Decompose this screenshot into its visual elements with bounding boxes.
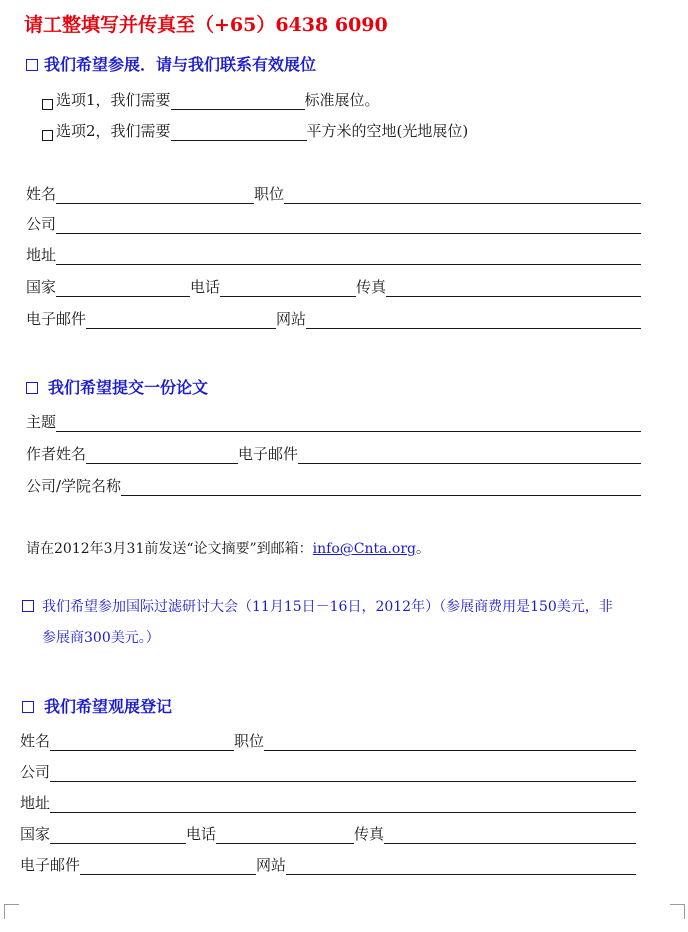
conference-line2: 参展商300美元。） bbox=[42, 630, 160, 646]
contact1-name-row bbox=[26, 182, 641, 204]
website-field[interactable] bbox=[306, 310, 641, 329]
contact1-email-row bbox=[26, 307, 641, 329]
option2-suffix: 平方米的空地(光地展位) bbox=[306, 122, 469, 140]
visit-country-label: 国家 bbox=[20, 825, 51, 843]
paper-email-field[interactable] bbox=[298, 445, 641, 464]
booth-option2-row bbox=[42, 119, 468, 141]
visit-checkbox[interactable] bbox=[22, 701, 34, 713]
paper-subject-row bbox=[26, 410, 641, 432]
contact1-address-row bbox=[26, 243, 641, 265]
visit-company-label: 公司 bbox=[20, 763, 51, 781]
visit-name-row bbox=[20, 729, 636, 751]
contact1-country-row bbox=[26, 275, 641, 297]
visit-website-field[interactable] bbox=[286, 856, 636, 875]
paper-institution-row bbox=[26, 474, 641, 496]
visit-address-row bbox=[20, 791, 636, 813]
address-field[interactable] bbox=[56, 246, 641, 265]
paper-checkbox[interactable] bbox=[26, 382, 38, 394]
option2-field[interactable] bbox=[171, 122, 307, 141]
visit-email-row bbox=[20, 853, 636, 875]
visit-email-label: 电子邮件 bbox=[20, 856, 81, 874]
visit-name-field[interactable] bbox=[50, 732, 234, 751]
booth-checkbox[interactable] bbox=[26, 59, 38, 71]
option1-checkbox[interactable] bbox=[42, 99, 53, 110]
page-corner-mark-left bbox=[4, 904, 19, 919]
company-label: 公司 bbox=[26, 215, 57, 233]
visit-position-field[interactable] bbox=[264, 732, 636, 751]
position-label: 职位 bbox=[254, 185, 285, 203]
subject-label: 主题 bbox=[26, 413, 57, 431]
page-corner-mark-right bbox=[670, 904, 685, 919]
paper-heading: 我们希望提交一份论文 bbox=[48, 378, 209, 397]
visit-heading: 我们希望观展登记 bbox=[44, 697, 173, 716]
author-label: 作者姓名 bbox=[26, 445, 87, 463]
option2-prefix: 选项2，我们需要 bbox=[56, 122, 171, 140]
subject-field[interactable] bbox=[56, 413, 641, 432]
name-label: 姓名 bbox=[26, 185, 57, 203]
country-field[interactable] bbox=[56, 278, 190, 297]
email-label: 电子邮件 bbox=[26, 310, 87, 328]
conference-line1: 我们希望参加国际过滤研讨大会（11月15日－16日，2012年）（参展商费用是150美元，非 bbox=[42, 599, 613, 615]
institution-field[interactable] bbox=[121, 477, 641, 496]
name-field[interactable] bbox=[56, 185, 254, 204]
visit-fax-field[interactable] bbox=[384, 825, 636, 844]
email-field[interactable] bbox=[86, 310, 276, 329]
visit-position-label: 职位 bbox=[234, 732, 265, 750]
visit-address-field[interactable] bbox=[50, 794, 636, 813]
visit-email-field[interactable] bbox=[80, 856, 256, 875]
visit-phone-field[interactable] bbox=[216, 825, 354, 844]
booth-heading-row bbox=[26, 52, 316, 75]
visit-name-label: 姓名 bbox=[20, 732, 51, 750]
visit-address-label: 地址 bbox=[20, 794, 51, 812]
option1-field[interactable] bbox=[171, 91, 305, 110]
paper-note-text: 请在2012年3月31前发送“论文摘要”到邮箱： bbox=[26, 541, 313, 557]
visit-website-label: 网站 bbox=[256, 856, 287, 874]
fax-field[interactable] bbox=[386, 278, 641, 297]
booth-option1-row bbox=[42, 88, 380, 110]
paper-note-suffix: 。 bbox=[416, 541, 431, 557]
author-field[interactable] bbox=[86, 445, 238, 464]
website-label: 网站 bbox=[276, 310, 307, 328]
paper-note-email-link[interactable]: info@Cnta.org bbox=[312, 541, 417, 557]
paper-email-label: 电子邮件 bbox=[238, 445, 299, 463]
fax-label: 传真 bbox=[356, 278, 387, 296]
visit-company-row bbox=[20, 760, 636, 782]
country-label: 国家 bbox=[26, 278, 57, 296]
visit-country-row bbox=[20, 822, 636, 844]
booth-heading: 我们希望参展．请与我们联系有效展位 bbox=[44, 55, 317, 74]
option1-suffix: 标准展位。 bbox=[304, 91, 380, 109]
contact1-company-row bbox=[26, 212, 641, 234]
address-label: 地址 bbox=[26, 246, 57, 264]
conference-line1-row bbox=[22, 596, 613, 616]
phone-field[interactable] bbox=[220, 278, 356, 297]
page-title: 请工整填写并传真至（+65）6438 6090 bbox=[24, 14, 388, 36]
company-field[interactable] bbox=[56, 215, 641, 234]
phone-label: 电话 bbox=[190, 278, 221, 296]
option1-prefix: 选项1，我们需要 bbox=[56, 91, 171, 109]
visit-heading-row bbox=[22, 694, 172, 717]
visit-country-field[interactable] bbox=[50, 825, 186, 844]
institution-label: 公司/学院名称 bbox=[26, 477, 122, 495]
option2-checkbox[interactable] bbox=[42, 130, 53, 141]
position-field[interactable] bbox=[284, 185, 641, 204]
conference-checkbox[interactable] bbox=[22, 600, 34, 612]
paper-heading-row bbox=[26, 375, 208, 398]
paper-note bbox=[26, 538, 430, 558]
visit-company-field[interactable] bbox=[50, 763, 636, 782]
paper-author-row bbox=[26, 442, 641, 464]
visit-fax-label: 传真 bbox=[354, 825, 385, 843]
visit-phone-label: 电话 bbox=[186, 825, 217, 843]
